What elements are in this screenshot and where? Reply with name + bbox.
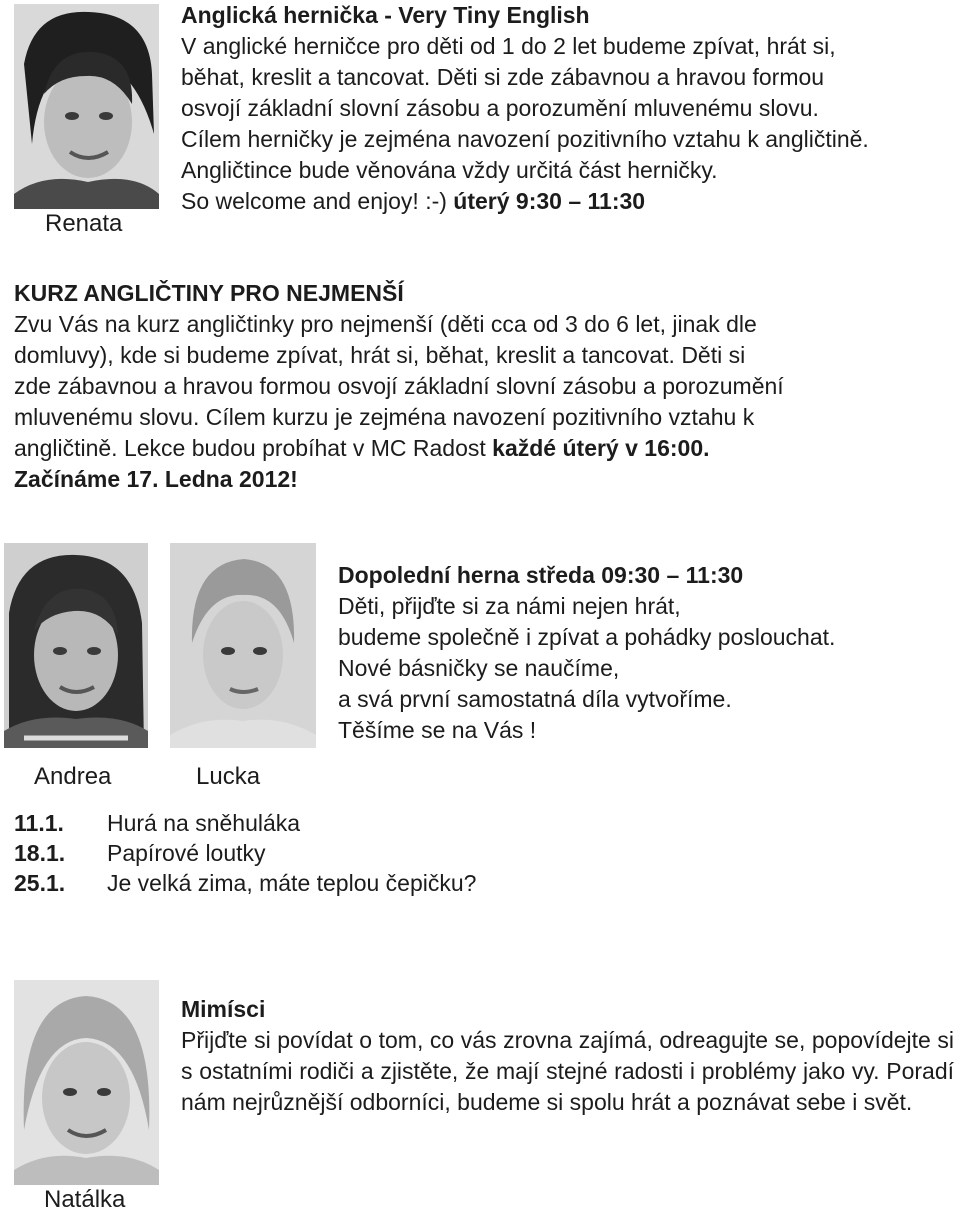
- program-row: [14, 868, 476, 898]
- morning-play-line-4: a svá první samostatná díla vytvoříme.: [338, 686, 732, 712]
- program-date: 25.1.: [14, 870, 66, 896]
- welcome-text: So welcome and enjoy! :-): [181, 188, 454, 214]
- very-tiny-english-section: [181, 0, 951, 217]
- very-tiny-english-line-5: Angličtince bude věnována vždy určitá část herničky.: [181, 157, 718, 183]
- very-tiny-english-line-6: [181, 186, 951, 217]
- morning-play-line-2: budeme společně i zpívat a pohádky poslouchat.: [338, 624, 836, 650]
- english-course-line-1: Zvu Vás na kurz angličtinky pro nejmenší (děti cca od 3 do 6 let, jinak dle: [14, 311, 757, 337]
- english-course-line-2: domluvy), kde si budeme zpívat, hrát si, běhat, kreslit a tancovat. Děti si: [14, 342, 746, 368]
- photo-renata: [14, 4, 159, 209]
- program-date: 11.1.: [14, 810, 64, 836]
- very-tiny-english-line-1: V anglické herničce pro děti od 1 do 2 let budeme zpívat, hrát si,: [181, 33, 836, 59]
- portrait-icon: [4, 543, 148, 748]
- schedule-time: úterý 9:30 – 11:30: [453, 188, 646, 214]
- photo-caption-natalka: Natálka: [44, 1186, 126, 1213]
- very-tiny-english-title: Anglická hernička - Very Tiny English: [181, 2, 590, 28]
- morning-play-line-3: Nové básničky se naučíme,: [338, 655, 620, 681]
- english-course-start-note: Začínáme 17. Ledna 2012!: [14, 466, 298, 492]
- morning-play-section: [338, 560, 948, 746]
- mimisci-section: [181, 994, 954, 1118]
- english-course-schedule: každé úterý v 16:00.: [492, 435, 710, 461]
- english-course-line-5-text: angličtině. Lekce budou probíhat v MC Radost: [14, 435, 493, 461]
- program-row: [14, 838, 266, 868]
- very-tiny-english-line-4: Cílem herničky je zejména navození pozitivního vztahu k angličtině.: [181, 126, 869, 152]
- photo-andrea: [4, 543, 148, 748]
- morning-play-title: Dopolední herna středa 09:30 – 11:30: [338, 562, 744, 588]
- photo-natalka: [14, 980, 159, 1185]
- morning-play-line-1: Děti, přijďte si za námi nejen hrát,: [338, 593, 681, 619]
- portrait-icon: [14, 4, 159, 209]
- portrait-icon: [14, 980, 159, 1185]
- photo-caption-renata: Renata: [45, 210, 123, 237]
- program-topic: Papírové loutky: [107, 840, 266, 866]
- english-course-line-3: zde zábavnou a hravou formou osvojí základní slovní zásobu a porozumění: [14, 373, 784, 399]
- mimisci-title: Mimísci: [181, 996, 266, 1022]
- program-row: [14, 808, 300, 838]
- mimisci-text: Přijďte si povídat o tom, co vás zrovna zajímá, odreagujte se, popovídejte si s ostatními rodiči a zjistěte, že mají stejné radosti i problémy jako vy. Poradí nám nejrůznější odborníci, budeme si spolu hrát a poznávat sebe i svět.: [181, 1027, 954, 1115]
- program-topic: Hurá na sněhuláka: [107, 810, 301, 836]
- english-course-line-4: mluvenému slovu. Cílem kurzu je zejména navození pozitivního vztahu k: [14, 404, 755, 430]
- program-date: 18.1.: [14, 840, 66, 866]
- very-tiny-english-line-2: běhat, kreslit a tancovat. Děti si zde zábavnou a hravou formou: [181, 64, 825, 90]
- photo-caption-lucka: Lucka: [196, 763, 261, 790]
- english-course-line-5: [14, 433, 954, 464]
- program-topic: Je velká zima, máte teplou čepičku?: [107, 870, 477, 896]
- very-tiny-english-line-3: osvojí základní slovní zásobu a porozumění mluvenému slovu.: [181, 95, 819, 121]
- morning-play-line-5: Těšíme se na Vás !: [338, 717, 537, 743]
- portrait-icon: [170, 543, 316, 748]
- english-course-section: [14, 278, 954, 495]
- photo-lucka: [170, 543, 316, 748]
- photo-caption-andrea: Andrea: [34, 763, 112, 790]
- english-course-title: KURZ ANGLIČTINY PRO NEJMENŠÍ: [14, 280, 404, 306]
